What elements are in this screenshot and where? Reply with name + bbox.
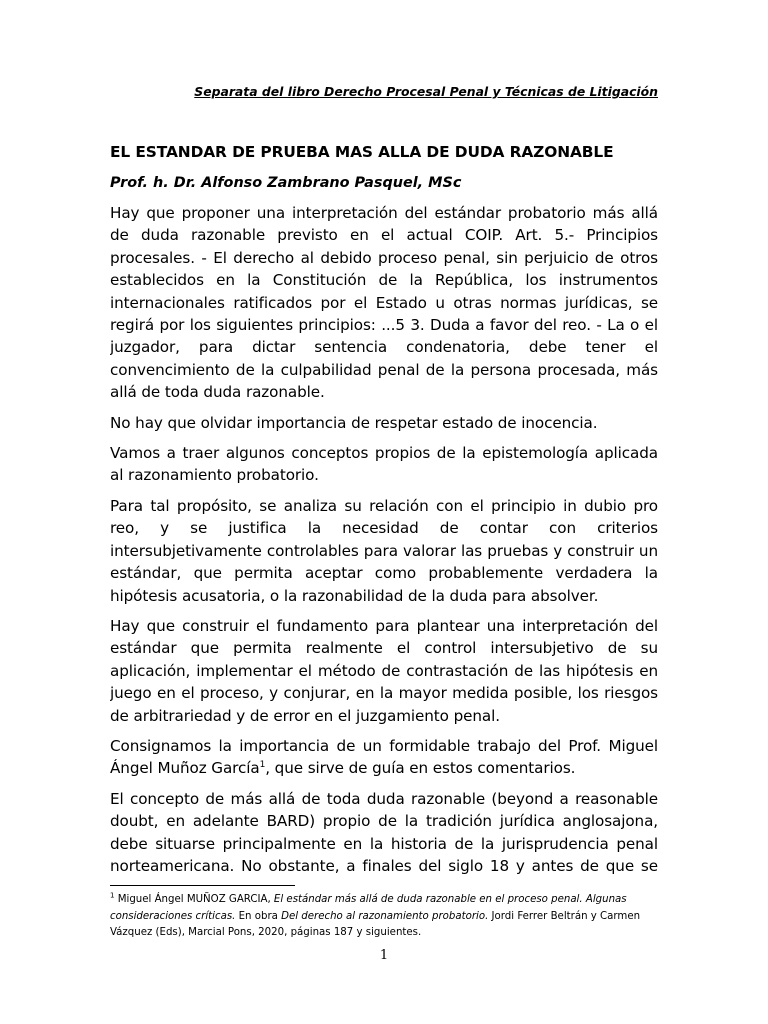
article-title: EL ESTANDAR DE PRUEBA MAS ALLA DE DUDA RAZONABLE <box>110 143 614 161</box>
footnote-book-title: Del derecho al razonamiento probatorio. <box>281 910 489 922</box>
running-header: Separata del libro Derecho Procesal Penal y Técnicas de Litigación <box>194 84 658 99</box>
paragraph-1: Hay que proponer una interpretación del estándar probatorio más allá de duda razonable previsto en el actual COIP. Art. 5.- Principios procesales. - El derecho al debido proceso penal, sin perjuicio de otros establecidos en la Constitución de la República, los instrumentos internacionales ratificados por el Estado u otras normas jurídicas, se regirá por los siguientes principios: ...5 3. Duda a favor del reo. - La o el juzgador, para dictar sentencia condenatoria, debe tener el convencimiento de la culpabilidad penal de la persona procesada, más allá de toda duda razonable. <box>110 204 658 402</box>
footnote-number: 1 <box>110 891 115 900</box>
footnote-work-title: El estándar más allá de duda razonable en el proceso penal. Algunas consideraciones críticas. <box>110 894 627 922</box>
paragraph-7: El concepto de más allá de toda duda razonable (beyond a reasonable doubt, en adelante BARD) propio de la tradición jurídica anglosajona, debe situarse principalmente en la historia de la jurisprudencia penal norteamericana. No obstante, a finales del siglo 18 y antes de que se <box>110 789 658 875</box>
footnote-rest: Jordi Ferrer Beltrán y Carmen Vázquez (Eds), Marcial Pons, 2020, páginas 187 y siguientes. <box>110 910 641 938</box>
footnote-separator <box>110 885 295 886</box>
footnote <box>110 892 658 942</box>
paragraph-6-text: Consignamos la importancia de un formidable trabajo del Prof. Miguel Ángel Muñoz García <box>110 736 658 778</box>
body-text <box>110 141 658 876</box>
footnote-reference[interactable]: 1 <box>259 760 266 771</box>
paragraph-5: Hay que construir el fundamento para plantear una interpretación del estándar que permita realmente el control intersubjetivo de su aplicación, implementar el método de contrastación de las hipótesis en juego en el proceso, y conjurar, en la mayor medida posible, los riesgos de arbitrariedad y de error en el juzgamiento penal. <box>110 616 658 725</box>
paragraph-2: No hay que olvidar importancia de respetar estado de inocencia. <box>110 413 598 432</box>
page-number: 1 <box>379 948 389 963</box>
paragraph-3: Vamos a traer algunos conceptos propios de la epistemología aplicada al razonamiento probatorio. <box>110 444 658 485</box>
footnote-author: Miguel Ángel MUÑOZ GARCIA, <box>114 894 274 905</box>
article-author: Prof. h. Dr. Alfonso Zambrano Pasquel, MSc <box>110 175 462 191</box>
paragraph-6 <box>110 735 658 780</box>
paragraph-4: Para tal propósito, se analiza su relación con el principio in dubio pro reo, y se justifica la necesidad de contar con criterios intersubjetivamente controlables para valorar las pruebas y construir un estándar, que permita aceptar como probablemente verdadera la hipótesis acusatoria, o la razonabilidad de la duda para absolver. <box>110 496 658 605</box>
footnote-in-work: En obra <box>235 910 282 922</box>
paragraph-6-tail: , que sirve de guía en estos comentarios. <box>265 759 576 778</box>
